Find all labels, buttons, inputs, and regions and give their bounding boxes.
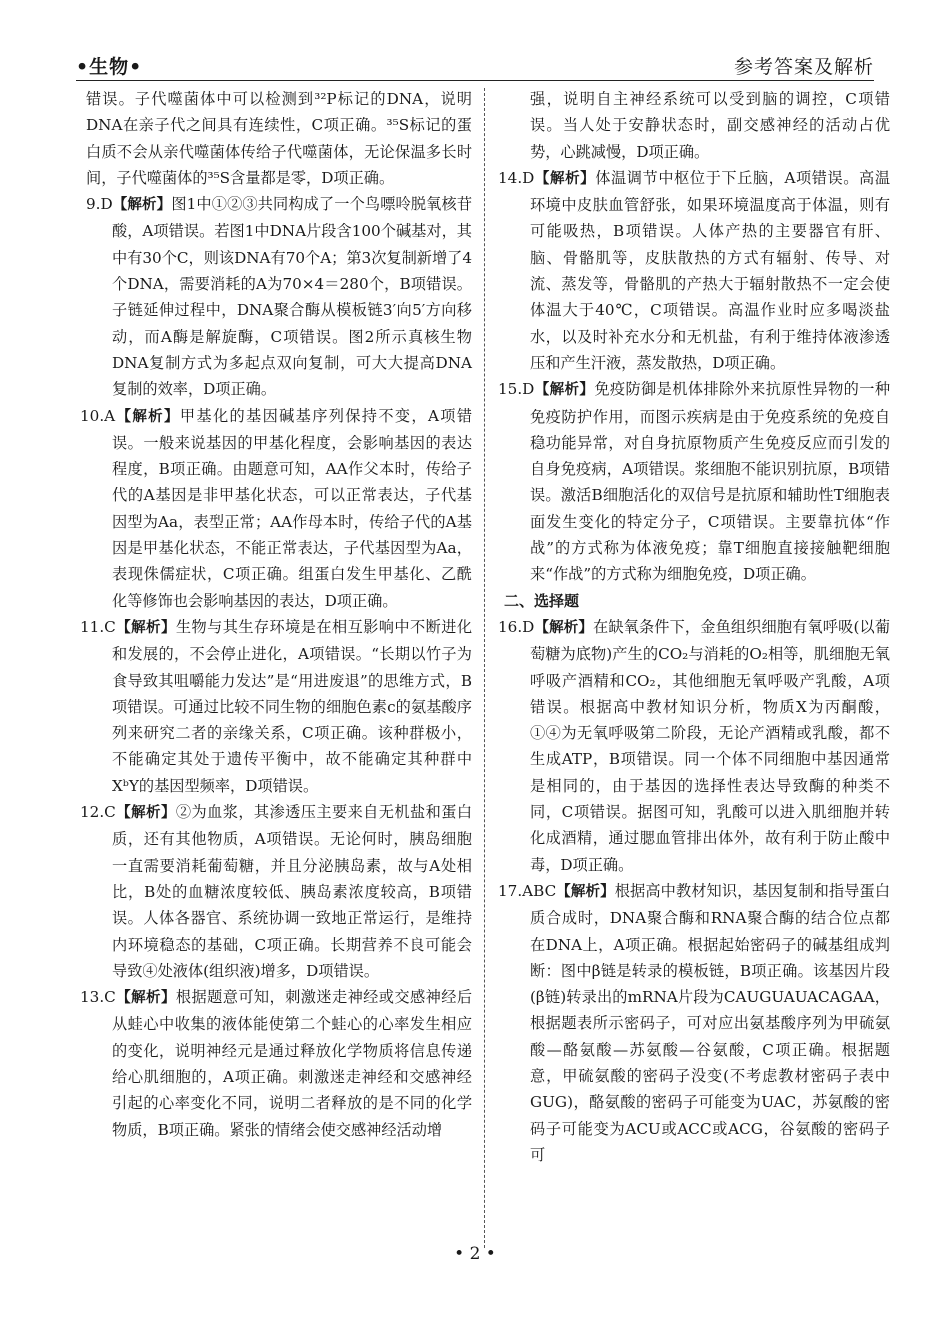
subject-label: •生物•: [76, 56, 143, 78]
analysis-tag: 【解析】: [115, 408, 180, 425]
answer-item-11: [80, 614, 473, 799]
answer-number: 11.C: [80, 617, 116, 636]
page-number: • 2 •: [454, 1244, 496, 1264]
answer-number: 14.D: [498, 168, 535, 187]
column-divider: [484, 88, 485, 1248]
analysis-tag: 【解析】: [534, 382, 595, 399]
answer-text: 根据题意可知，刺激迷走神经或交感神经后从蛙心中收集的液体能使第二个蛙心的心率发生相应的变化，说明神经元是通过释放化学物质将信息传递给心肌细胞的，A项正确。刺激迷走神经和交感神经引起的心率变化不同，说明二者释放的是不同的化学物质，B项正确。紧张的情绪会使交感神经活动增: [112, 988, 473, 1139]
answer-text: 根据高中教材知识，基因复制和指导蛋白质合成时，DNA聚合酶和RNA聚合酶的结合位点都在DNA上，A项正确。根据起始密码子的碱基组成判断：图中β链是转录的模板链，B项正确。该基因片段(β链)转录出的mRNA片段为CAUGUAUACAGAA，根据题表所示密码子，可对应出氨基酸序列为甲硫氨酸—酪氨酸—苏氨酸—谷氨酸，C项正确。根据题意，甲硫氨酸的密码子没变(不考虑教材密码子表中GUG)，酪氨酸的密码子可能变为UAC，苏氨酸的密码子可能变为ACU或ACC或ACG，谷氨酸的密码子可: [530, 881, 891, 1164]
answer-text: 在缺氧条件下，金鱼组织细胞有氧呼吸(以葡萄糖为底物)产生的CO₂与消耗的O₂相等，肌细胞无氧呼吸产酒精和CO₂，其他细胞无氧呼吸产乳酸，A项错误。根据高中教材知识分析，物质X为丙酮酸，①④为无氧呼吸第二阶段，无论产酒精或乳酸，都不生成ATP，B项错误。同一个体不同细胞中基因通常是相同的，由于基因的选择性表达导致酶的种类不同，C项错误。据图可知，乳酸可以进入肌细胞并转化成酒精，通过腮血管排出体外，故有利于防止酸中毒，D项正确。: [530, 617, 891, 874]
continuation-paragraph: 错误。子代噬菌体中可以检测到³²P标记的DNA，说明DNA在亲子代之间具有连续性，C项正确。³⁵S标记的蛋白质不会从亲代噬菌体传给子代噬菌体，无论保温多长时间，子代噬菌体的³⁵S含量都是零，D项正确。: [86, 90, 472, 187]
answer-text: 体温调节中枢位于下丘脑，A项错误。高温环境中皮肤血管舒张，如果环境温度高于体温，则有可能吸热，B项错误。人体产热的主要器官有肝、脑、骨骼肌等，皮肤散热的方式有辐射、传导、对流、蒸发等，骨骼肌的产热大于辐射散热不一定会使体温大于40℃，C项错误。高温作业时应多喝淡盐水，以及时补充水分和无机盐，有利于维持体液渗透压和产生汗液，蒸发散热，D项正确。: [530, 168, 891, 372]
answer-item-16: [498, 614, 891, 878]
continuation-paragraph: 强，说明自主神经系统可以受到脑的调控，C项错误。当人处于安静状态时，副交感神经的活动占优势，心跳减慢，D项正确。: [530, 90, 890, 161]
section-title: 二、选择题: [504, 591, 580, 610]
answer-number: 10.A: [80, 406, 116, 425]
answer-text: ②为血浆，其渗透压主要来自无机盐和蛋白质，还有其他物质，A项错误。无论何时，胰岛细胞一直需要消耗葡萄糖，并且分泌胰岛素，故与A处相比，B处的血糖浓度较低、胰岛素浓度较高，B项错误。人体各器官、系统协调一致地正常运行，是维持内环境稳态的基础，C项正确。长期营养不良可能会导致④处液体(组织液)增多，D项错误。: [112, 803, 473, 980]
answer-text: 甲基化的基因碱基序列保持不变，A项错误。一般来说基因的甲基化程度，会影响基因的表达程度，B项正确。由题意可知，AA作父本时，传给子代的A基因是非甲基化状态，可以正常表达，子代基因型为Aa，表型正常；AA作母本时，传给子代的A基因是甲基化状态，不能正常表达，子代基因型为Aa，表现侏儒症状，C项正确。组蛋白发生甲基化、乙酰化等修饰也会影响基因的表达，D项正确。: [112, 406, 473, 610]
answer-number: 13.C: [80, 988, 116, 1007]
right-column: [498, 86, 891, 1168]
answer-number: 15.D: [498, 380, 535, 399]
answer-number: 16.D: [498, 617, 535, 636]
analysis-tag: 【解析】: [534, 170, 596, 187]
analysis-tag: 【解析】: [556, 883, 615, 900]
answer-item-14: [498, 165, 891, 376]
answer-number: 9.D: [86, 195, 113, 214]
answer-item-17: [498, 878, 891, 1168]
analysis-tag: 【解析】: [534, 619, 594, 636]
answer-item-12: [80, 799, 473, 984]
answer-item-10: [80, 403, 473, 614]
answer-item-13: [80, 984, 473, 1143]
section-label: 参考答案及解析: [733, 56, 874, 78]
analysis-tag: 【解析】: [115, 805, 176, 822]
header-rule: [76, 80, 874, 81]
answer-text: 生物与其生存环境是在相互影响中不断进化和发展的，不会停止进化，A项错误。“长期以竹子为食导致其咀嚼能力发达”是“用进废退”的思维方式，B项错误。可通过比较不同生物的细胞色素c的氨基酸序列来研究二者的亲缘关系，C项正确。该种群极小，不能确定其处于遗传平衡中，故不能确定其种群中XᵇY的基因型频率，D项错误。: [112, 617, 473, 795]
analysis-tag: 【解析】: [115, 990, 176, 1007]
answer-item-15: [498, 376, 891, 587]
answer-text: 图1中①②③共同构成了一个鸟嘌呤脱氧核苷酸，A项错误。若图1中DNA片段含100个碱基对，其中有30个C，则该DNA有70个A；第3次复制新增了4个DNA，需要消耗的A为70×4＝280个，B项错误。子链延伸过程中，DNA聚合酶从模板链3′向5′方向移动，而A酶是解旋酶，C项错误。图2所示真核生物DNA复制方式为多起点双向复制，可大大提高DNA复制的效率，D项正确。: [112, 195, 473, 399]
page-header: [76, 52, 874, 80]
answer-number: 17.ABC: [498, 881, 557, 900]
analysis-tag: 【解析】: [112, 197, 172, 214]
analysis-tag: 【解析】: [115, 619, 176, 636]
answer-text: 免疫防御是机体排除外来抗原性异物的一种免疫防护作用，而图示疾病是由于免疫系统的免疫自稳功能异常，对自身抗原物质产生免疫反应而引发的自身免疫病，A项错误。浆细胞不能识别抗原，B项错误。激活B细胞活化的双信号是抗原和辅助性T细胞表面发生变化的特定分子，C项错误。主要靠抗体“作战”的方式称为体液免疫；靠T细胞直接接触靶细胞来“作战”的方式称为细胞免疫，D项正确。: [530, 380, 891, 584]
left-column: [80, 86, 473, 1143]
answer-item-9: [86, 191, 472, 402]
answer-number: 12.C: [80, 803, 116, 822]
